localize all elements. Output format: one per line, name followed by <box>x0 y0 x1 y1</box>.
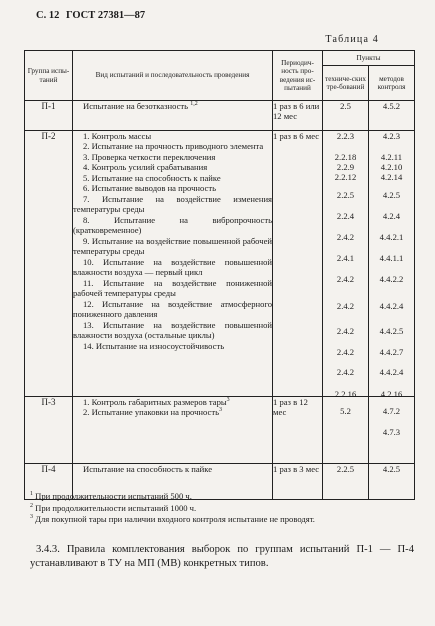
method-value: 4.4.1.1 <box>379 253 404 263</box>
group-cell: П-3 <box>25 397 73 464</box>
tech-value: 2.4.2 <box>336 367 355 377</box>
footnote <box>30 503 410 515</box>
description-cell <box>73 101 273 131</box>
page-header <box>36 10 145 21</box>
footnote-mark: 1 <box>30 491 33 498</box>
page-number: С. 12 <box>36 10 60 21</box>
tech-value: 2.4.2 <box>336 274 355 284</box>
column-header-tech-requirements: техниче-ских тре-бований <box>323 66 369 101</box>
method-value: 4.4.2.5 <box>379 326 404 336</box>
test-description: 1. Контроль габаритных размеров тары <box>83 397 227 407</box>
periodicity-cell: 1 раз в 3 мес <box>273 464 323 500</box>
methods-cell <box>369 131 415 397</box>
method-value: 4.4.2.4 <box>379 367 404 377</box>
tech-value: 2.2.9 <box>336 162 355 172</box>
tech-cell: 2.5 <box>323 101 369 131</box>
periodicity-cell: 1 раз в 6 или 12 мес <box>273 101 323 131</box>
test-description: 2. Испытание упаковки на прочность <box>83 407 220 418</box>
column-header-periodicity: Периодич-ность про-ведения ис-пытаний <box>273 51 323 101</box>
tech-value: 2.2.5 <box>336 190 355 200</box>
method-value: 4.4.2.1 <box>379 232 404 242</box>
footnote <box>30 491 410 503</box>
method-value: 4.7.2 <box>382 406 401 416</box>
column-header-description: Вид испытаний и последовательность проведения <box>73 51 273 101</box>
test-description: 12. Испытание на воздействие атмосферного пониженного давления <box>73 298 272 320</box>
footnote-text: Для покупной тары при наличии входного контроля испытание не проводят. <box>35 514 315 525</box>
periodicity-cell: 1 раз в 12 мес <box>273 397 323 464</box>
method-value: 4.2.16 <box>380 389 403 399</box>
test-description: 7. Испытание на воздействие изменения температуры среды <box>73 193 272 215</box>
table-row <box>25 101 415 131</box>
test-description: 2. Испытание на прочность приводного элемента <box>83 141 264 152</box>
methods-cell <box>369 397 415 464</box>
test-description: 8. Испытание на вибропрочность (кратковременное) <box>73 214 272 236</box>
column-header-points: Пункты <box>323 51 415 66</box>
tech-value: 2.2.18 <box>334 152 357 162</box>
test-description: 4. Контроль усилий срабатывания <box>83 162 208 173</box>
footnote-mark: 3 <box>30 514 33 521</box>
group-cell: П-4 <box>25 464 73 500</box>
method-value: 4.2.10 <box>380 162 403 172</box>
footnotes <box>30 491 410 526</box>
tech-value: 2.4.2 <box>336 232 355 242</box>
table-row <box>25 131 415 397</box>
tech-value: 2.4.2 <box>336 347 355 357</box>
group-cell: П-1 <box>25 101 73 131</box>
footnote <box>30 514 410 526</box>
column-header-control-methods: методов контроля <box>369 66 415 101</box>
tech-value: 2.4.2 <box>336 326 355 336</box>
method-value: 4.4.2.4 <box>379 301 404 311</box>
test-description: 11. Испытание на воздействие пониженной рабочей температуры среды <box>73 277 272 299</box>
methods-cell: 4.5.2 <box>369 101 415 131</box>
tech-value: 2.4.2 <box>336 301 355 311</box>
table-row <box>25 397 415 464</box>
test-description: 5. Испытание на способность к пайке <box>83 172 221 183</box>
footnote-mark: 2 <box>30 502 33 509</box>
body-paragraph: 3.4.3. Правила комплектования выборок по группам испытаний П-1 — П-4 устанавливают в ТУ на МП (МВ) конкретных типов. <box>30 544 414 570</box>
method-value: 4.4.2.2 <box>379 274 404 284</box>
method-value: 4.2.11 <box>380 152 403 162</box>
tech-cell <box>323 397 369 464</box>
tech-cell <box>323 131 369 397</box>
test-description: 1. Контроль массы <box>83 131 152 141</box>
test-description: 9. Испытание на воздействие повышенной рабочей температуры среды <box>73 235 272 257</box>
method-value: 4.4.2.7 <box>379 347 404 357</box>
method-value: 4.2.4 <box>382 211 401 221</box>
test-description: Испытание на способность к пайке <box>83 464 213 474</box>
footnote-text: При продолжительности испытаний 1000 ч. <box>35 502 197 513</box>
test-description: 3. Проверка четкости переключения <box>83 151 216 162</box>
methods-cell: 4.2.5 <box>369 464 415 500</box>
test-description: 13. Испытание на воздействие повышенной влажности воздуха (остальные циклы) <box>73 319 272 341</box>
method-value: 4.2.5 <box>382 190 401 200</box>
test-groups-table <box>24 50 415 500</box>
tech-value: 2.2.12 <box>334 172 357 182</box>
test-description: 10. Испытание на воздействие повышенной влажности воздуха — первый цикл <box>73 256 272 278</box>
column-header-group: Группа испы-таний <box>25 51 73 101</box>
standard-code: ГОСТ 27381—87 <box>65 10 146 21</box>
tech-value: 2.4.1 <box>336 253 355 263</box>
tech-cell: 2.2.5 <box>323 464 369 500</box>
group-cell: П-2 <box>25 131 73 397</box>
footnote-ref: 3 <box>226 397 230 404</box>
test-description: 14. Испытание на износоустойчивость <box>83 340 225 351</box>
table-caption: Таблица 4 <box>325 34 379 45</box>
method-value: 4.2.3 <box>382 131 401 141</box>
test-description: 6. Испытание выводов на прочность <box>83 183 217 194</box>
footnote-ref: 3 <box>219 407 223 414</box>
footnote-ref: 1,2 <box>190 101 198 108</box>
footnote-text: При продолжительности испытаний 500 ч. <box>35 491 192 501</box>
tech-value: 2.2.3 <box>336 131 355 141</box>
tech-value: 2.2.16 <box>334 389 357 399</box>
tech-value: 5.2 <box>340 406 351 416</box>
test-description: Испытание на безотказность <box>83 101 189 111</box>
method-value: 4.2.14 <box>380 172 403 182</box>
periodicity-cell: 1 раз в 6 мес <box>273 131 323 397</box>
description-cell <box>73 397 273 464</box>
method-value: 4.7.3 <box>382 427 401 438</box>
tech-value: 2.2.4 <box>336 211 355 221</box>
description-cell <box>73 131 273 397</box>
